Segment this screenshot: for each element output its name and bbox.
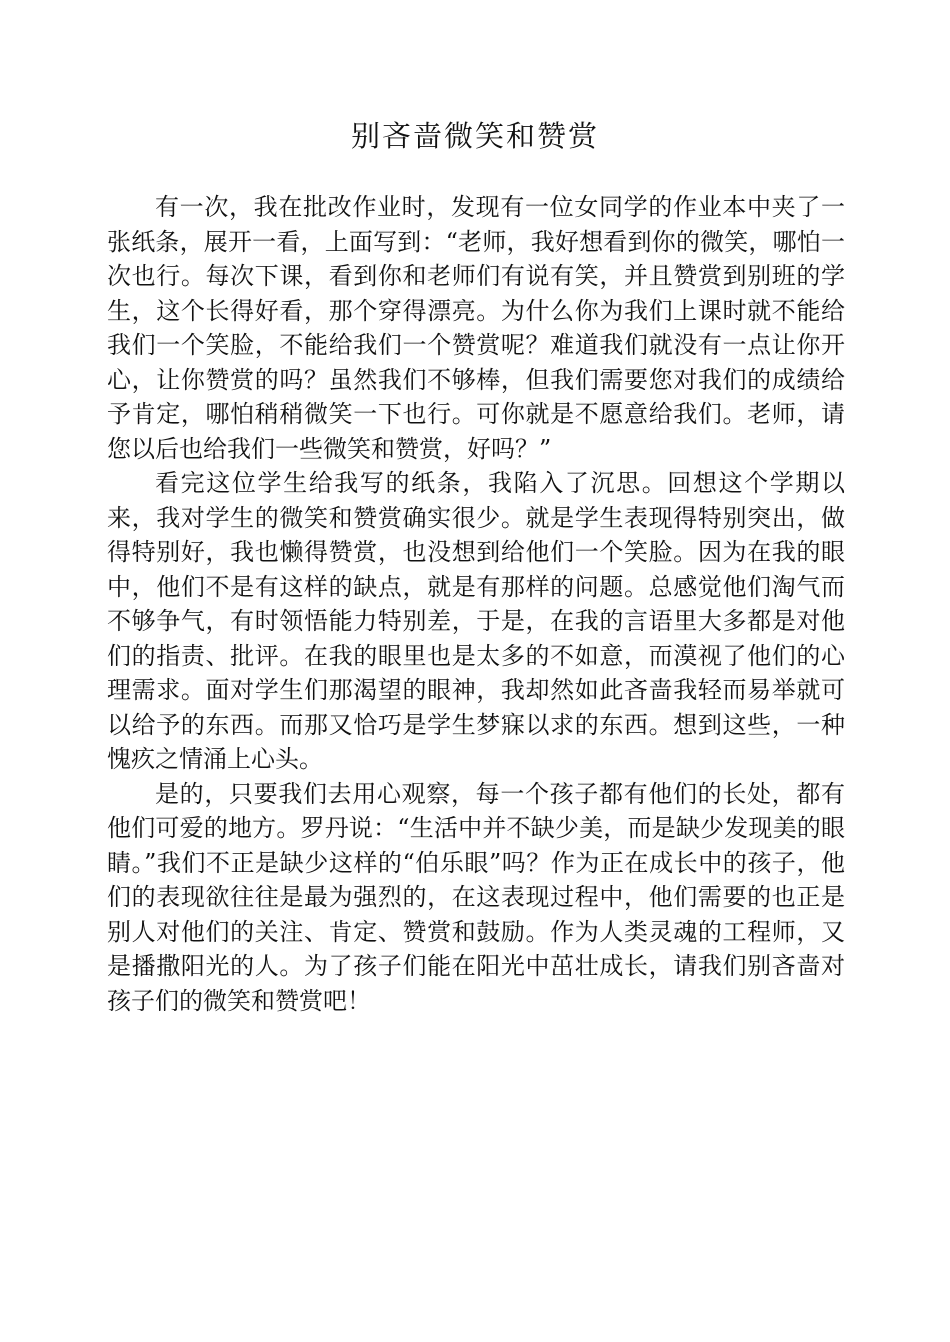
paragraph-3: 是的，只要我们去用心观察，每一个孩子都有他们的长处，都有他们可爱的地方。罗丹说：“生活中并不缺少美，而是缺少发现美的眼睛。”我们不正是缺少这样的“伯乐眼”吗？作为正在成长中的孩子，他们的表现欲往往是最为强烈的，在这表现过程中，他们需要的也正是别人对他们的关注、肯定、赞赏和鼓励。作为人类灵魂的工程师，又是播撒阳光的人。为了孩子们能在阳光中茁壮成长，请我们别吝啬对孩子们的微笑和赞赏吧！ [107,779,845,1015]
paragraph-1: 有一次，我在批改作业时，发现有一位女同学的作业本中夹了一张纸条，展开一看，上面写到：“老师，我好想看到你的微笑，哪怕一次也行。每次下课，看到你和老师们有说有笑，并且赞赏到别班的学生，这个长得好看，那个穿得漂亮。为什么你为我们上课时就不能给我们一个笑脸，不能给我们一个赞赏呢？难道我们就没有一点让你开心，让你赞赏的吗？虽然我们不够棒，但我们需要您对我们的成绩给予肯定，哪怕稍稍微笑一下也行。可你就是不愿意给我们。老师，请您以后也给我们一些微笑和赞赏，好吗？” [107,193,845,463]
document-title: 别吝啬微笑和赞赏 [350,119,599,153]
paragraph-2: 看完这位学生给我写的纸条，我陷入了沉思。回想这个学期以来，我对学生的微笑和赞赏确实很少。就是学生表现得特别突出，做得特别好，我也懒得赞赏，也没想到给他们一个笑脸。因为在我的眼中，他们不是有这样的缺点，就是有那样的问题。总感觉他们淘气而不够争气，有时领悟能力特别差，于是，在我的言语里大多都是对他们的指责、批评。在我的眼里也是太多的不如意，而漠视了他们的心理需求。面对学生们那渴望的眼神，我却然如此吝啬我轻而易举就可以给予的东西。而那又恰巧是学生梦寐以求的东西。想到这些，一种愧疚之情涌上心头。 [107,469,845,773]
document-body [107,190,845,1018]
